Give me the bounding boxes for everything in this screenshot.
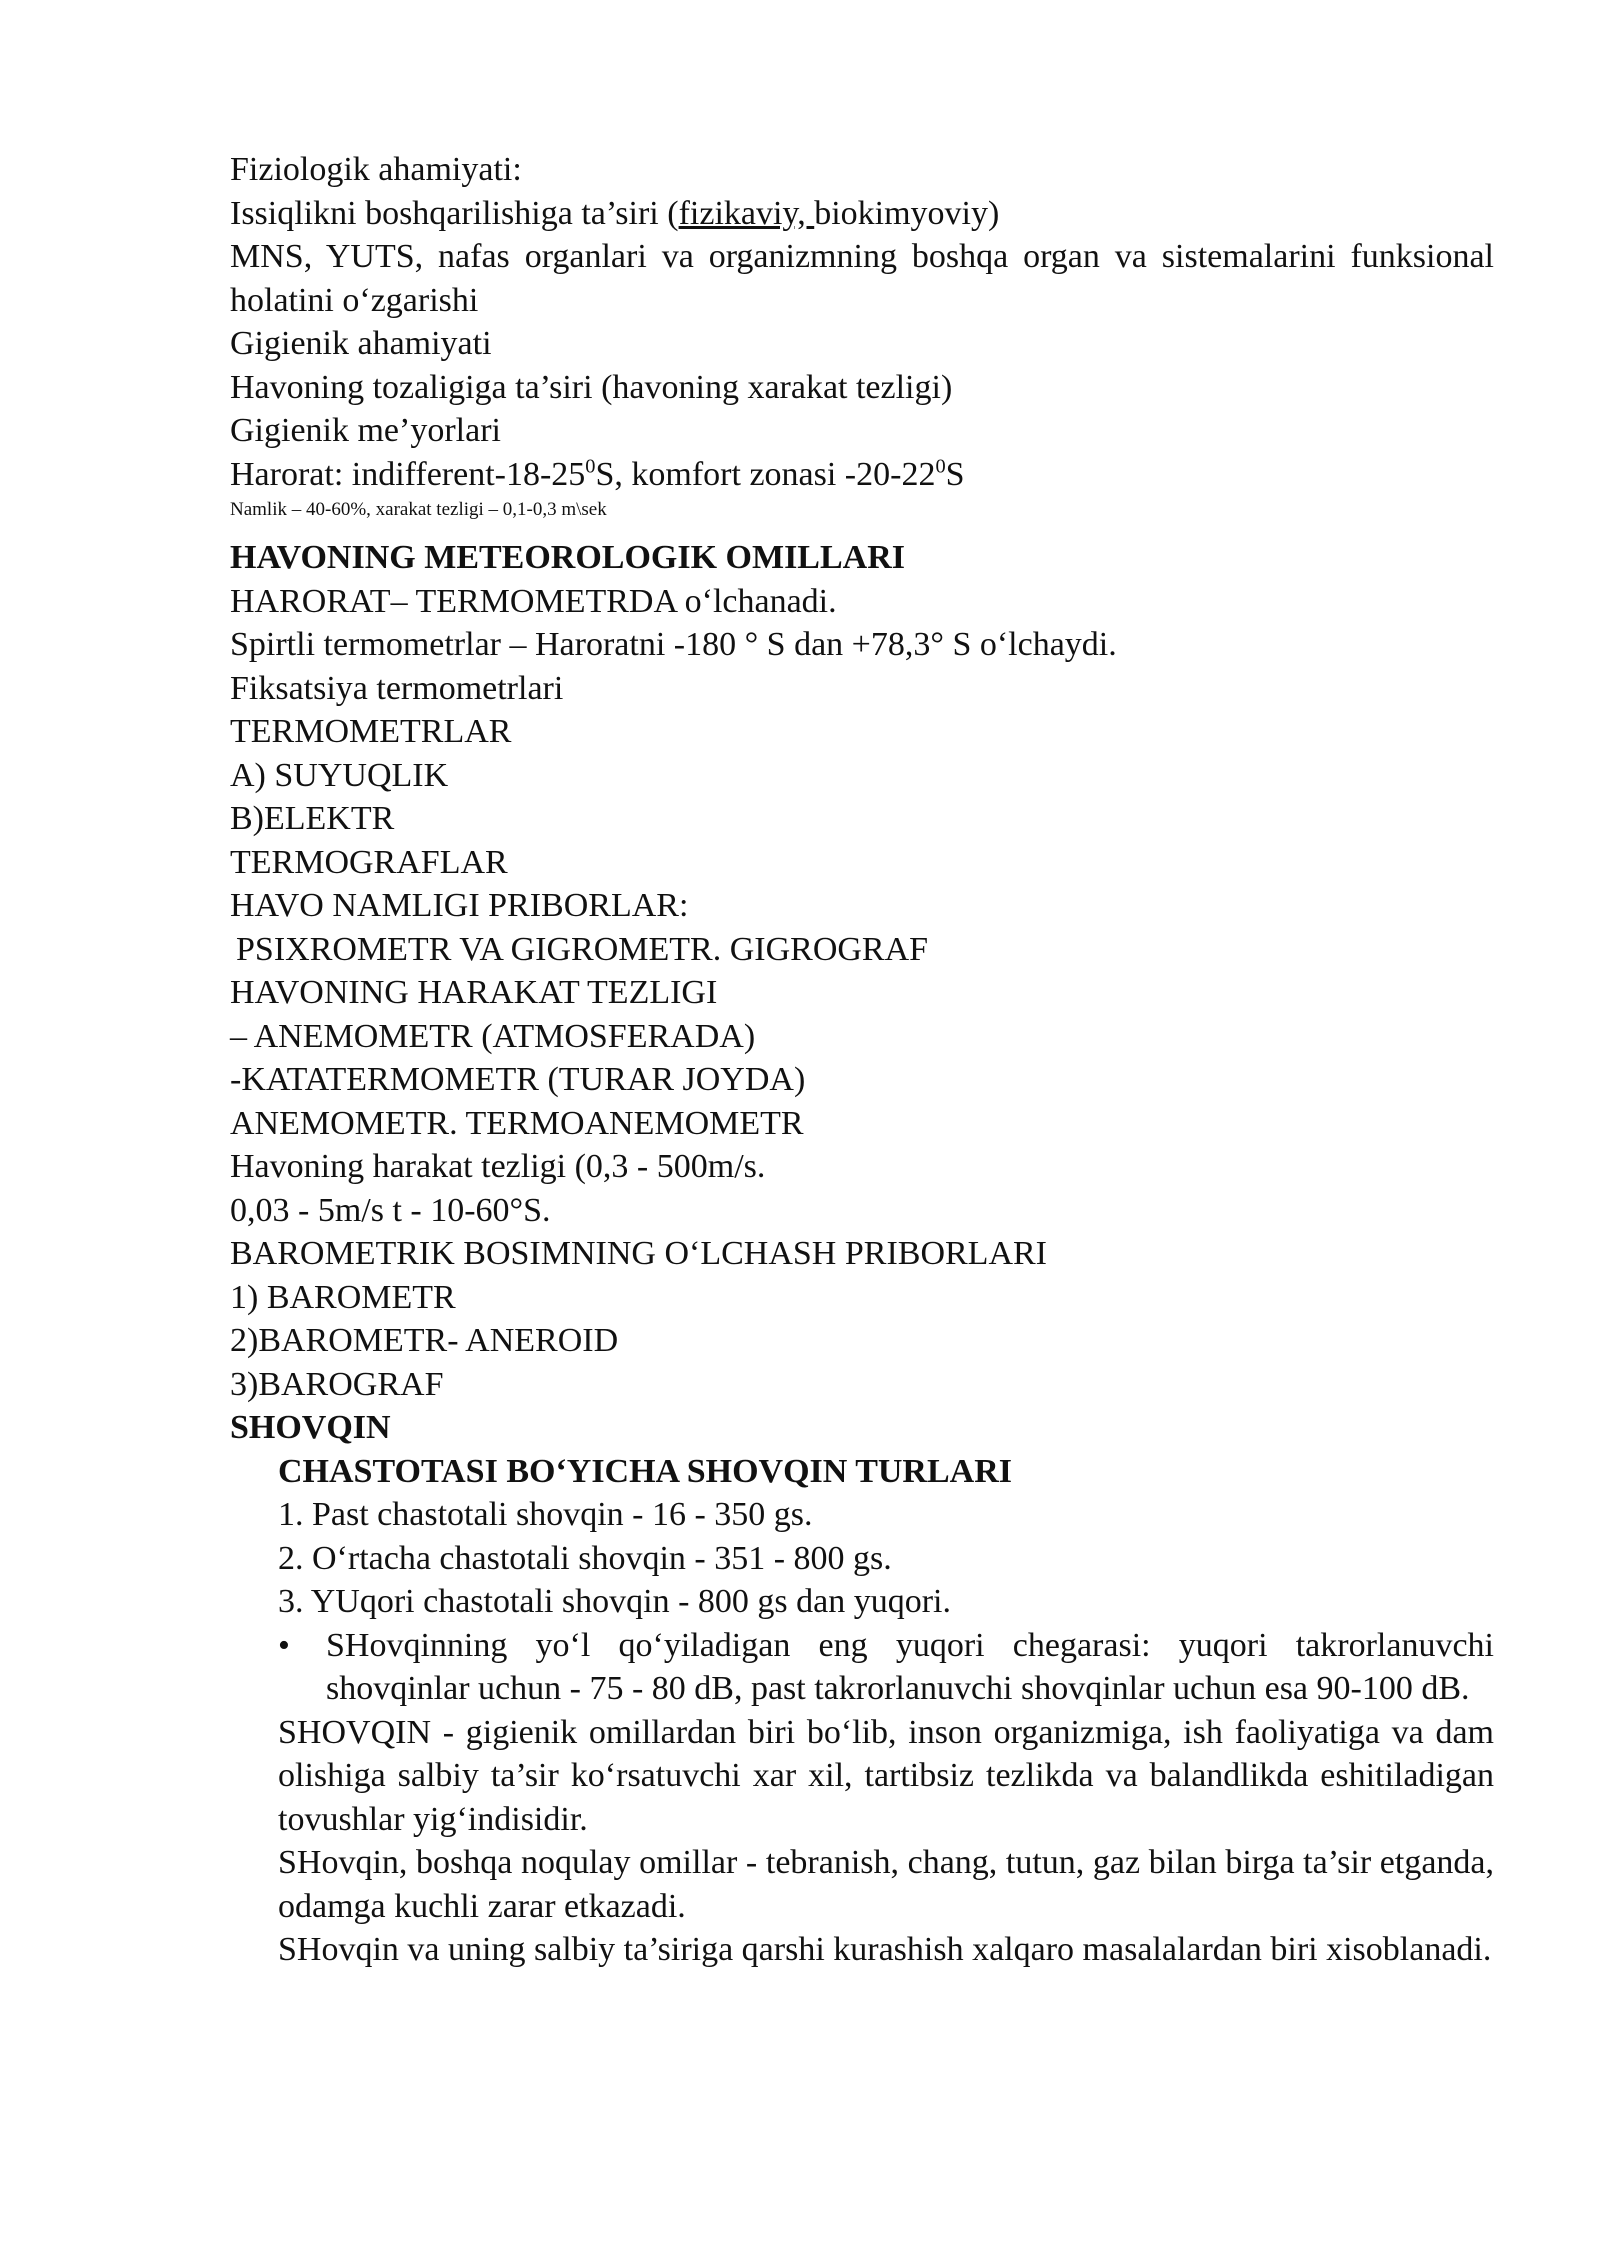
issiqlik-text-a: Issiqlikni boshqarilishiga ta’siri (: [230, 194, 679, 232]
fiziologik-title: Fiziologik ahamiyati:: [230, 151, 522, 188]
shovqin-list-item: 3. YUqori chastotali shovqin - 800 gs dan yuqori.: [278, 1583, 951, 1620]
meteo-line: HAVONING HARAKAT TEZLIGI: [230, 974, 718, 1011]
meteo-line: Spirtli termometrlar – Haroratni -180 ° S dan +78,3° S o‘lchaydi.: [230, 626, 1117, 663]
meteo-line: Havoning harakat tezligi (0,3 - 500m/s.: [230, 1148, 766, 1185]
issiqlik-underlined: fizikaviy,: [678, 194, 815, 232]
bullet-dot-icon: •: [278, 1626, 290, 1664]
havo-tozaligi-line: Havoning tozaligiga ta’siri (havoning xarakat tezligi): [230, 368, 953, 406]
meteo-heading: HAVONING METEOROLOGIK OMILLARI: [230, 539, 906, 576]
gigienik-meyor-title: Gigienik me’yorlari: [230, 412, 501, 449]
shovqin-paragraph: SHovqin va uning salbiy ta’siriga qarshi kurashish xalqaro masalalardan biri xisoblanadi.: [278, 1931, 1492, 1968]
harorat-sup-2: 0: [935, 455, 946, 478]
meteo-line: HAVO NAMLIGI PRIBORLAR:: [230, 887, 689, 924]
meteo-line: 2)BAROMETR- ANEROID: [230, 1322, 619, 1359]
shovqin-list-item: 1. Past chastotali shovqin - 16 - 350 gs.: [278, 1496, 813, 1533]
harorat-text-a: Harorat: indifferent-18-25: [230, 455, 586, 493]
meteo-line: TERMOGRAFLAR: [230, 843, 508, 881]
document-page: [230, 148, 1494, 1972]
meteo-line: Fiksatsiya termometrlari: [230, 669, 564, 707]
meteo-line: TERMOMETRLAR: [230, 713, 512, 750]
issiqlik-text-b: biokimyoviy): [814, 194, 1000, 232]
shovqin-subheading: CHASTOTASI BO‘YICHA SHOVQIN TURLARI: [278, 1452, 1013, 1490]
harorat-line: [230, 453, 1494, 497]
meteo-line: ANEMOMETR. TERMOANEMOMETR: [230, 1104, 804, 1142]
meteo-line: B)ELEKTR: [230, 800, 395, 837]
shovqin-paragraph: SHOVQIN - gigienik omillardan biri bo‘lib, inson organizmiga, ish faoliyatiga va dam olishiga salbiy ta’sir ko‘rsatuvchi xar xil, tartibsiz tezlikda va balandlikda eshitiladigan tovushlar yig‘indisidir.: [278, 1713, 1494, 1838]
harorat-text-c: S: [945, 455, 965, 493]
meteo-line: -KATATERMOMETR (TURAR JOYDA): [230, 1061, 806, 1098]
meteo-line: 1) BAROMETR: [230, 1278, 456, 1316]
namlik-line: Namlik – 40-60%, xarakat tezligi – 0,1-0,3 m\sek: [230, 499, 607, 520]
meteo-line: BAROMETRIK BOSIMNING O‘LCHASH PRIBORLARI: [230, 1235, 1047, 1272]
meteo-line: A) SUYUQLIK: [230, 756, 449, 794]
meteo-line: – ANEMOMETR (ATMOSFERADA): [230, 1017, 756, 1055]
mns-paragraph: MNS, YUTS, nafas organlari va organizmning boshqa organ va sistemalarini funksional holatini o‘zgarishi: [230, 238, 1494, 319]
harorat-sup-1: 0: [585, 455, 596, 478]
meteo-line: PSIXROMETR VA GIGROMETR. GIGROGRAF: [236, 930, 929, 968]
shovqin-heading: SHOVQIN: [230, 1409, 391, 1446]
shovqin-bullet-item: [230, 1624, 1494, 1711]
harorat-text-b: S, komfort zonasi -20-22: [595, 455, 936, 493]
gigienik-title: Gigienik ahamiyati: [230, 325, 492, 362]
bullet-text: SHovqinning yo‘l qo‘yiladigan eng yuqori chegarasi: yuqori takrorlanuvchi shovqinlar uchun - 75 - 80 dB, past takrorlanuvchi shovqinlar uchun esa 90-100 dB.: [326, 1626, 1494, 1707]
issiqlik-line: [230, 192, 1494, 236]
meteo-line: 3)BAROGRAF: [230, 1365, 444, 1403]
shovqin-paragraph: SHovqin, boshqa noqulay omillar - tebranish, chang, tutun, gaz bilan birga ta’sir etganda, odamga kuchli zarar etkazadi.: [278, 1844, 1494, 1925]
meteo-line: HARORAT– TERMOMETRDA o‘lchanadi.: [230, 582, 837, 620]
meteo-line: 0,03 - 5m/s t - 10-60°S.: [230, 1191, 551, 1229]
shovqin-list-item: 2. O‘rtacha chastotali shovqin - 351 - 800 gs.: [278, 1539, 892, 1577]
